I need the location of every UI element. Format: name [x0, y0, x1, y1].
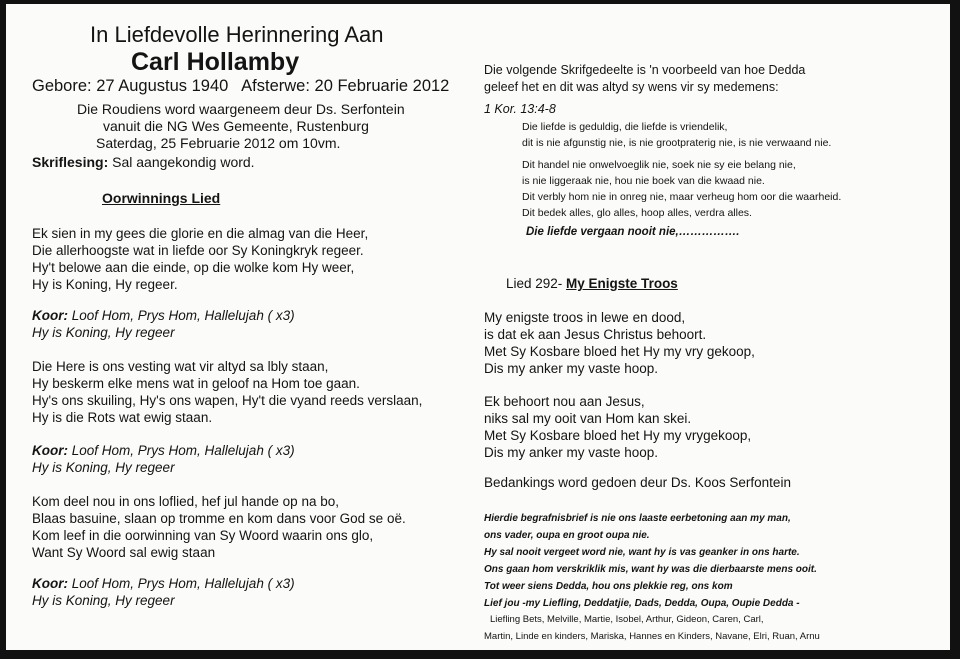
service-line-3: Saterdag, 25 Februarie 2012 om 10vm.	[96, 135, 341, 151]
verse-line: Die Here is ons vesting wat vir altyd sa lbly staan,	[32, 359, 329, 374]
tribute-line: ons vader, oupa en groot oupa nie.	[484, 530, 650, 541]
hymn2-title: My Enigste Troos	[566, 276, 678, 291]
verse-line: Dis my anker my vaste hoop.	[484, 361, 659, 376]
service-line-1: Die Roudiens word waargeneem deur Ds. Serfontein	[77, 101, 405, 117]
service-line-2: vanuit die NG Wes Gemeente, Rustenburg	[103, 118, 369, 134]
hymn1-chorus-1	[32, 307, 295, 341]
tribute-line: Ons gaan hom verskriklik mis, want hy was die dierbaarste mens ooit.	[484, 564, 817, 575]
acknowledgements: Bedankings word gedoen deur Ds. Koos Serfontein	[484, 475, 791, 490]
scripture-line: Dit handel nie onwelvoeglik nie, soek nie sy eie belang nie,	[522, 159, 796, 171]
hymn2-verse1	[484, 309, 755, 377]
scripture-line: is nie liggeraak nie, hou nie boek van die kwaad nie.	[522, 175, 765, 187]
hymn2-verse2	[484, 393, 751, 461]
verse-line: Want Sy Woord sal ewig staan	[32, 545, 216, 560]
verse-line: Met Sy Kosbare bloed het Hy my vrygekoop,	[484, 428, 752, 443]
scripture-line: Dit bedek alles, glo alles, hoop alles, verdra alles.	[522, 207, 752, 219]
verse-line: Hy is Koning, Hy regeer.	[32, 277, 178, 292]
chorus-line: Loof Hom, Prys Hom, Hallelujah ( x3)	[68, 308, 295, 323]
verse-line: Blaas basuine, slaan op tromme en kom dans voor God se oë.	[32, 511, 406, 526]
verse-line: Die allerhoogste wat in liefde oor Sy Koningkryk regeer.	[32, 243, 364, 258]
scripture-reading-label: Skriflesing:	[32, 154, 109, 170]
family-names	[484, 611, 820, 645]
birth-death-dates: Gebore: 27 Augustus 1940 Afsterwe: 20 Februarie 2012	[32, 77, 450, 95]
scripture-reading	[32, 154, 255, 170]
scripture-reference: 1 Kor. 13:4-8	[484, 102, 556, 116]
scripture-passage-2	[522, 157, 841, 221]
scripture-line: Dit verbly hom nie in onreg nie, maar verheug hom oor die waarheid.	[522, 191, 842, 203]
tribute-line: Hierdie begrafnisbrief is nie ons laaste eerbetoning aan my man,	[484, 513, 791, 524]
chorus-label: Koor:	[32, 443, 68, 458]
family-line: Liefling Bets, Melville, Martie, Isobel, Arthur, Gideon, Caren, Carl,	[490, 614, 764, 625]
deceased-name: Carl Hollamby	[131, 48, 300, 76]
hymn1-chorus-3	[32, 575, 295, 609]
scripture-intro	[484, 62, 805, 96]
chorus-line: Loof Hom, Prys Hom, Hallelujah ( x3)	[68, 443, 295, 458]
memorial-heading: In Liefdevolle Herinnering Aan	[90, 22, 384, 47]
verse-line: is dat ek aan Jesus Christus behoort.	[484, 327, 707, 342]
chorus-line: Loof Hom, Prys Hom, Hallelujah ( x3)	[68, 576, 295, 591]
verse-line: Dis my anker my vaste hoop.	[484, 445, 659, 460]
tribute-line: Hy sal nooit vergeet word nie, want hy is vas geanker in ons harte.	[484, 547, 800, 558]
chorus-line: Hy is Koning, Hy regeer	[32, 593, 175, 608]
chorus-line: Hy is Koning, Hy regeer	[32, 325, 175, 340]
scripture-passage-1	[522, 119, 831, 151]
scripture-line: dit is nie afgunstig nie, is nie grootpraterig nie, is nie verwaand nie.	[522, 137, 832, 149]
scripture-intro-line: geleef het en dit was altyd sy wens vir sy medemens:	[484, 80, 779, 94]
verse-line: Met Sy Kosbare bloed het Hy my vry gekoop,	[484, 344, 755, 359]
verse-line: Kom deel nou in ons loflied, hef jul hande op na bo,	[32, 494, 339, 509]
verse-line: My enigste troos in lewe en dood,	[484, 310, 686, 325]
tribute-line: Lief jou -my Liefling, Deddatjie, Dads, Dedda, Oupa, Oupie Dedda -	[484, 598, 800, 609]
verse-line: niks sal my ooit van Hom kan skei.	[484, 411, 692, 426]
verse-line: Kom leef in die oorwinning van Sy Woord waarin ons glo,	[32, 528, 374, 543]
verse-line: Ek sien in my gees die glorie en die almag van die Heer,	[32, 226, 369, 241]
scripture-closing: Die liefde vergaan nooit nie,…………….	[526, 226, 740, 238]
verse-line: Hy's ons skuiling, Hy's ons wapen, Hy't die vyand reeds verslaan,	[32, 393, 423, 408]
hymn1-title: Oorwinnings Lied	[102, 190, 221, 206]
tribute-text	[484, 510, 817, 612]
funeral-program-sheet	[6, 4, 950, 650]
hymn1-verse1	[32, 225, 368, 293]
hymn2-heading	[506, 276, 678, 291]
hymn1-chorus-2	[32, 442, 295, 476]
scripture-line: Die liefde is geduldig, die liefde is vriendelik,	[522, 121, 728, 133]
family-line: Martin, Linde en kinders, Mariska, Hannes en Kinders, Navane, Elri, Ruan, Arnu	[484, 631, 820, 642]
verse-line: Hy beskerm elke mens wat in geloof na Hom toe gaan.	[32, 376, 360, 391]
verse-line: Hy is die Rots wat ewig staan.	[32, 410, 213, 425]
verse-line: Ek behoort nou aan Jesus,	[484, 394, 645, 409]
hymn1-verse2	[32, 358, 422, 426]
chorus-label: Koor:	[32, 308, 68, 323]
hymn1-verse3	[32, 493, 406, 561]
chorus-label: Koor:	[32, 576, 68, 591]
chorus-line: Hy is Koning, Hy regeer	[32, 460, 175, 475]
verse-line: Hy't belowe aan die einde, op die wolke kom Hy weer,	[32, 260, 355, 275]
tribute-line: Tot weer siens Dedda, hou ons plekkie reg, ons kom	[484, 581, 733, 592]
scripture-intro-line: Die volgende Skrifgedeelte is 'n voorbeeld van hoe Dedda	[484, 63, 806, 77]
scripture-reading-text: Sal aangekondig word.	[108, 154, 255, 170]
hymn2-number: Lied 292-	[506, 276, 567, 291]
